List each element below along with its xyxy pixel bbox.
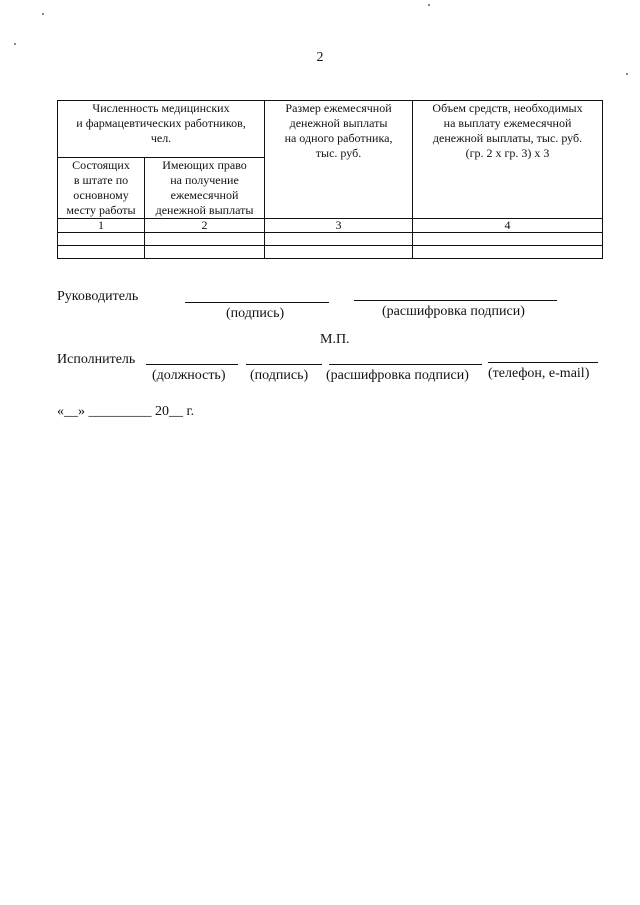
column-number: 1 bbox=[58, 219, 145, 233]
executor-label: Исполнитель bbox=[57, 352, 136, 367]
table-column-numbers-row bbox=[58, 219, 603, 233]
exec-caption-contact: (телефон, e-mail) bbox=[488, 366, 590, 381]
head-label: Руководитель bbox=[57, 289, 139, 304]
table-cell[interactable] bbox=[58, 246, 145, 259]
header-payment-size: Размер ежемесячной денежной выплаты на одного работника, тыс. руб. bbox=[265, 101, 413, 219]
table-cell[interactable] bbox=[58, 233, 145, 246]
table-cell[interactable] bbox=[265, 246, 413, 259]
header-staff-count: Численность медицинских и фармацевтических работников, чел. bbox=[58, 101, 265, 158]
table-cell[interactable] bbox=[145, 233, 265, 246]
head-decoding-line[interactable] bbox=[354, 300, 557, 301]
funding-table bbox=[57, 100, 603, 259]
subheader-staff-main: Состоящих в штате по основному месту работы bbox=[58, 158, 145, 219]
table-cell[interactable] bbox=[413, 233, 603, 246]
exec-caption-decoding: (расшифровка подписи) bbox=[326, 368, 469, 383]
table-cell[interactable] bbox=[265, 233, 413, 246]
head-signature-line[interactable] bbox=[185, 302, 329, 303]
head-caption-decoding: (расшифровка подписи) bbox=[382, 304, 525, 319]
header-funds-volume: Объем средств, необходимых на выплату ежемесячной денежной выплаты, тыс. руб. (гр. 2 х гр. 3) х 3 bbox=[413, 101, 603, 219]
scan-speck bbox=[428, 4, 430, 6]
table-cell[interactable] bbox=[413, 246, 603, 259]
page-number: 2 bbox=[316, 50, 324, 65]
table-header-row bbox=[58, 101, 603, 158]
table-cell[interactable] bbox=[145, 246, 265, 259]
table-row bbox=[58, 246, 603, 259]
executor-position-line[interactable] bbox=[146, 364, 238, 365]
head-caption-signature: (подпись) bbox=[226, 306, 285, 321]
date-line: «__» _________ 20__ г. bbox=[57, 404, 195, 419]
subheader-entitled: Имеющих право на получение ежемесячной денежной выплаты bbox=[145, 158, 265, 219]
scan-speck bbox=[626, 73, 628, 75]
exec-caption-position: (должность) bbox=[152, 368, 226, 383]
column-number: 3 bbox=[265, 219, 413, 233]
executor-signature-line[interactable] bbox=[246, 364, 322, 365]
executor-decoding-line[interactable] bbox=[329, 364, 482, 365]
column-number: 2 bbox=[145, 219, 265, 233]
executor-contact-line[interactable] bbox=[488, 362, 598, 363]
scan-speck bbox=[14, 43, 16, 45]
table-row bbox=[58, 233, 603, 246]
scan-speck bbox=[42, 13, 44, 15]
stamp-mark: М.П. bbox=[320, 332, 350, 347]
column-number: 4 bbox=[413, 219, 603, 233]
exec-caption-signature: (подпись) bbox=[250, 368, 309, 383]
